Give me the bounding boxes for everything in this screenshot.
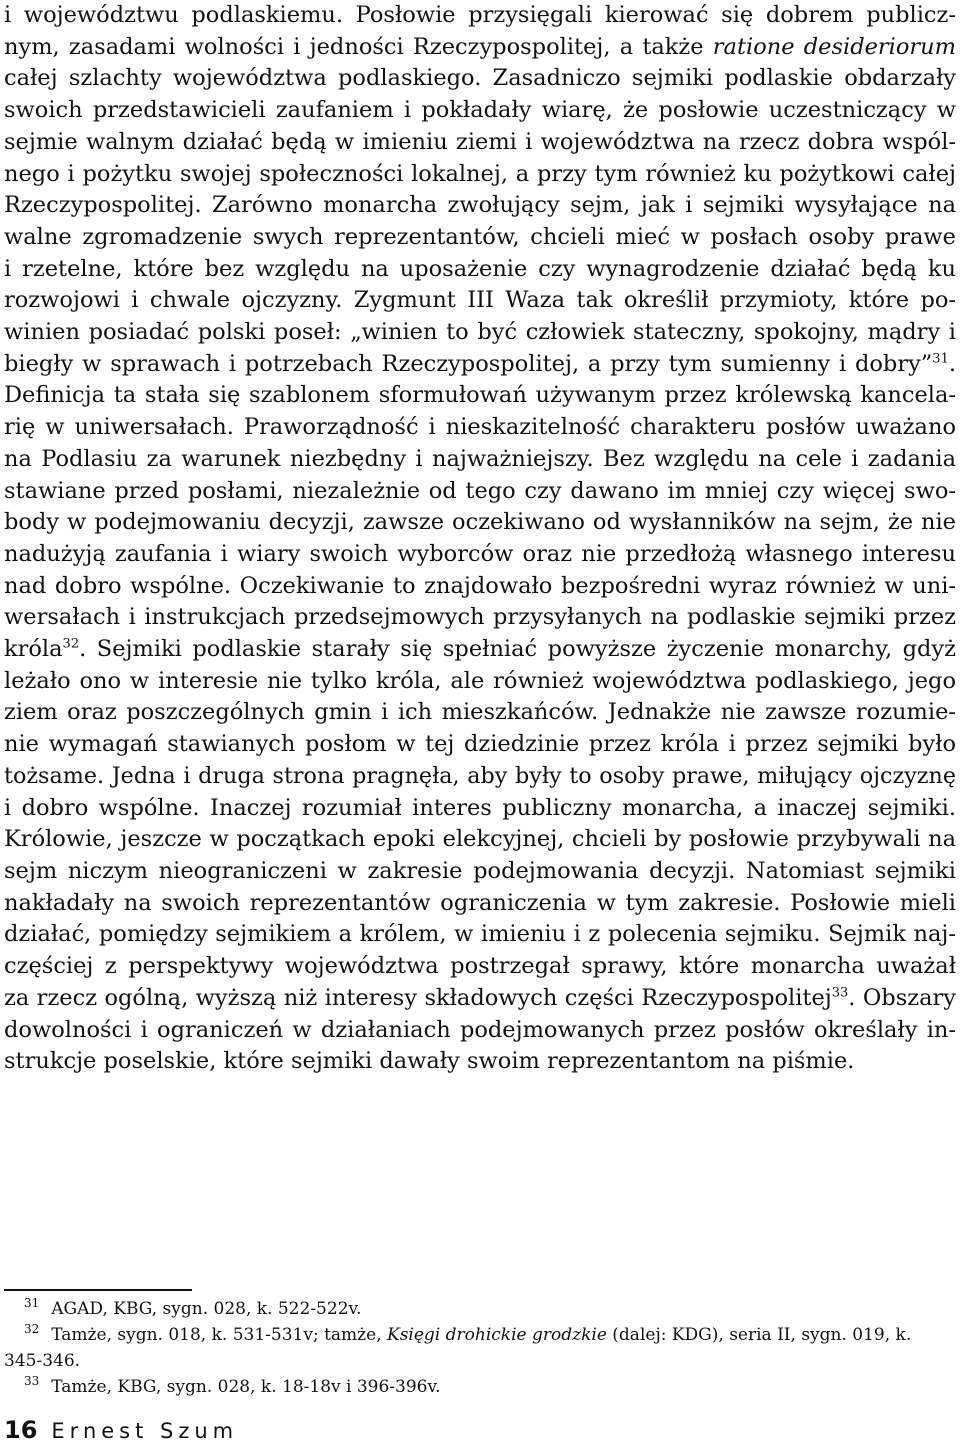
text-line	[4, 983, 956, 1015]
text-line: body w podejmowaniu decyzji, zawsze oczekiwano od wysłanników na sejm, że nie	[4, 509, 956, 536]
text-line: winien posiadać polski poseł: „winien to być człowiek stateczny, spokojny, mądry i	[4, 319, 956, 346]
text-span: . Sejmiki podlaskie starały się spełniać powyższe życzenie monarchy, gdyż	[79, 636, 956, 663]
text-line: swoich przedstawicieli zaufaniem i pokładały wiarę, że posłowie uczestniczący w	[4, 97, 956, 124]
text-line: leżało ono w interesie nie tylko króla, ale również województwa podlaskiego, jego	[4, 667, 956, 694]
footnote-ref-33[interactable]: 33	[831, 985, 849, 1001]
footnote-text: AGAD, KBG, sygn. 028, k. 522-522v.	[51, 1299, 362, 1319]
footnote-32-continuation: 345-346.	[4, 1351, 81, 1371]
text-line: częściej z perspektywy województwa postrzegał sprawy, które monarcha uważał	[4, 953, 956, 980]
text-line: i województwu podlaskiemu. Posłowie przysięgali kierować się dobrem publicz-	[4, 2, 956, 28]
text-span: króla	[4, 636, 63, 663]
text-line: dowolności i ograniczeń w działaniach podejmowanych przez posłów określały in-	[4, 1016, 956, 1043]
text-line: wersałach i instrukcjach przedsejmowych przysyłanych na podlaskie sejmiki przez	[4, 604, 956, 631]
text-line: stawiane przed posłami, niezależnie od tego czy dawano im mniej czy więcej swo-	[4, 477, 956, 504]
text-line: całej szlachty województwa podlaskiego. Zasadniczo sejmiki podlaskie obdarzały	[4, 65, 956, 92]
page-number: 16	[4, 1416, 38, 1444]
text-span: .	[948, 350, 956, 377]
text-line: na Podlasiu za warunek niezbędny i najważniejszy. Bez względu na cele i zadania	[4, 445, 956, 472]
author-name: Ernest Szum	[51, 1419, 239, 1443]
footnote-source-title: Księgi drohickie grodzkie	[387, 1325, 607, 1345]
text-line: nego i pożytku swojej społeczności lokalnej, a przy tym również ku pożytkowi całej	[4, 160, 956, 187]
footnote-ref-31[interactable]: 31	[932, 351, 949, 367]
text-span: nym, zasadami wolności i jedności Rzeczypospolitej, a także	[4, 33, 713, 60]
text-line: nakładały na swoich reprezentantów ograniczenia w tym zakresie. Posłowie mieli	[4, 889, 956, 916]
text-line: rozwojowi i chwale ojczyzny. Zygmunt III Waza tak określił przymioty, które po-	[4, 287, 956, 314]
text-line	[4, 634, 956, 666]
text-line: nie wymagań stawianych posłom w tej dziedzinie przez króla i przez sejmiki było	[4, 731, 956, 758]
text-line-last: strukcje poselskie, które sejmiki dawały swoim reprezentantom na piśmie.	[4, 1048, 855, 1075]
footnote-text: Tamże, KBG, sygn. 028, k. 18-18v i 396-396v.	[51, 1377, 441, 1397]
text-span: za rzecz ogólną, wyższą niż interesy składowych części Rzeczypospolitej	[4, 984, 832, 1011]
text-line	[4, 32, 956, 64]
text-line: walne zgromadzenie swych reprezentantów, chcieli mieć w posłach osoby prawe	[4, 223, 956, 250]
text-line: Rzeczypospolitej. Zarówno monarcha zwołujący sejm, jak i sejmiki wysyłające na	[4, 192, 956, 219]
footnote-31	[4, 1296, 956, 1322]
footnote-text: Tamże, sygn. 018, k. 531-531v; tamże,	[51, 1325, 387, 1345]
text-line: działać, pomiędzy sejmikiem a królem, w imieniu i z polecenia sejmiku. Sejmik naj-	[4, 921, 956, 948]
text-line: nadużyją zaufania i wiary swoich wyborców oraz nie przedłożą własnego interesu	[4, 540, 956, 567]
footnote-number: 33	[24, 1374, 40, 1389]
footnote-32	[4, 1322, 956, 1348]
text-line: i rzetelne, które bez względu na uposażenie czy wynagrodzenie działać będą ku	[4, 255, 956, 282]
footnote-number: 31	[24, 1296, 40, 1311]
footnote-separator	[4, 1289, 192, 1291]
text-line: Definicja ta stała się szablonem sformułowań używanym przez królewską kancela-	[4, 382, 956, 409]
text-line: sejm niczym nieograniczeni w zakresie podejmowania decyzji. Natomiast sejmiki	[4, 857, 956, 884]
footnote-number: 32	[24, 1322, 40, 1337]
latin-phrase: ratione desideriorum	[712, 33, 956, 60]
text-span: . Obszary	[848, 984, 956, 1011]
text-line: sejmie walnym działać będą w imieniu ziemi i województwa na rzecz dobra wspól-	[4, 128, 956, 155]
body-text	[4, 0, 956, 1078]
footnotes	[4, 1296, 956, 1400]
text-line: i dobro wspólne. Inaczej rozumiał interes publiczny monarcha, a inaczej sejmiki.	[4, 794, 956, 821]
text-line	[4, 349, 956, 381]
text-line: Królowie, jeszcze w początkach epoki elekcyjnej, chcieli by posłowie przybywali na	[4, 826, 956, 853]
text-line: tożsame. Jedna i druga strona pragnęła, aby były to osoby prawe, miłujący ojczyznę	[4, 762, 956, 789]
footnote-ref-32[interactable]: 32	[62, 636, 80, 652]
footnote-33	[4, 1374, 956, 1400]
text-line: nad dobro wspólne. Oczekiwanie to znajdowało bezpośredni wyraz również w uni-	[4, 572, 956, 599]
text-line: rię w uniwersałach. Praworządność i nieskazitelność charakteru posłów uważano	[4, 414, 956, 441]
page-footer	[4, 1416, 238, 1448]
text-span: biegły w sprawach i potrzebach Rzeczypospolitej, a przy tym sumienny i dobry”	[4, 350, 933, 377]
text-line: ziem oraz poszczególnych gmin i ich mieszkańców. Jednakże nie zawsze rozumie-	[4, 699, 956, 726]
footnote-text: (dalej: KDG), seria II, sygn. 019, k.	[606, 1325, 912, 1345]
